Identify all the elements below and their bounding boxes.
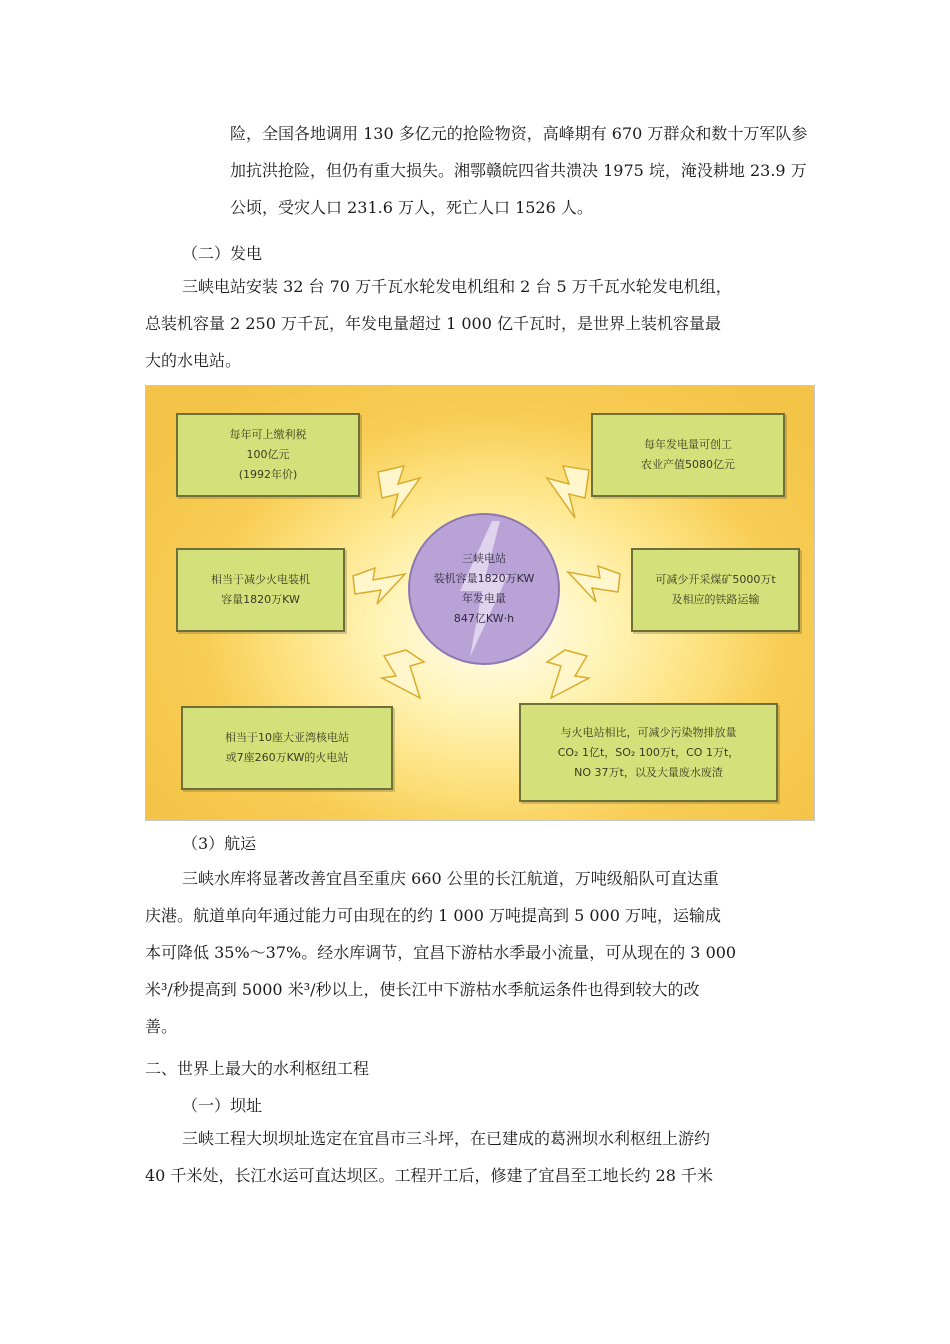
power-benefits-diagram bbox=[145, 385, 815, 821]
text-line: 本可降低 35%～37%。经水库调节，宜昌下游枯水季最小流量，可从现在的 3 000 bbox=[145, 943, 737, 962]
lightning-bolt-icon bbox=[541, 648, 595, 706]
box-emission-reduction: 与火电站相比，可减少污染物排放量 CO₂ 1亿t，SO₂ 100万t，CO 1万t， NO 37万t，以及大量废水废渣 bbox=[519, 703, 778, 802]
section-heading-power: （二）发电 bbox=[182, 244, 263, 263]
chapter-heading: 二、世界上最大的水利枢纽工程 bbox=[145, 1059, 370, 1078]
text-line: 三峡工程大坝坝址选定在宜昌市三斗坪，在已建成的葛洲坝水利枢纽上游约 bbox=[182, 1129, 711, 1148]
intro-paragraph bbox=[230, 115, 807, 226]
section-heading-shipping: （3）航运 bbox=[182, 834, 257, 853]
power-paragraph bbox=[145, 268, 815, 379]
text-line: 大的水电站。 bbox=[145, 351, 242, 370]
box-nuclear-equivalent: 相当于10座大亚湾核电站 或7座260万KW的火电站 bbox=[181, 706, 393, 790]
section-heading-site: （一）坝址 bbox=[182, 1096, 263, 1115]
lightning-bolt-icon bbox=[374, 464, 428, 520]
text-line: 善。 bbox=[145, 1017, 178, 1036]
box-output-value: 每年发电量可创工 农业产值5080亿元 bbox=[591, 413, 785, 497]
power-station-circle: 三峡电站 装机容量1820万KW 年发电量 847亿KW·h bbox=[408, 513, 560, 665]
text-line: 加抗洪抢险，但仍有重大损失。湘鄂赣皖四省共溃决 1975 垸，淹没耕地 23.9 万 bbox=[230, 161, 807, 180]
box-tax-revenue: 每年可上缴利税 100亿元 (1992年价) bbox=[176, 413, 360, 497]
box-coal-reduction: 可减少开采煤矿5000万t 及相应的铁路运输 bbox=[631, 548, 800, 632]
site-paragraph bbox=[145, 1120, 815, 1194]
box-thermal-capacity: 相当于减少火电装机 容量1820万KW bbox=[176, 548, 345, 632]
text-line: 米³/秒提高到 5000 米³/秒以上，使长江中下游枯水季航运条件也得到较大的改 bbox=[145, 980, 700, 999]
text-line: 40 千米处，长江水运可直达坝区。工程开工后，修建了宜昌至工地长约 28 千米 bbox=[145, 1166, 713, 1185]
text-line: 总装机容量 2 250 万千瓦，年发电量超过 1 000 亿千瓦时，是世界上装机容量最 bbox=[145, 314, 721, 333]
text-line: 三峡水库将显著改善宜昌至重庆 660 公里的长江航道，万吨级船队可直达重 bbox=[182, 869, 719, 888]
lightning-bolt-icon bbox=[566, 564, 622, 604]
text-line: 险，全国各地调用 130 多亿元的抢险物资，高峰期有 670 万群众和数十万军队参 bbox=[230, 124, 808, 143]
lightning-bolt-icon bbox=[541, 464, 595, 520]
lightning-bolt-icon bbox=[376, 648, 430, 706]
text-line: 三峡电站安装 32 台 70 万千瓦水轮发电机组和 2 台 5 万千瓦水轮发电机组， bbox=[182, 277, 732, 296]
text-line: 公顷，受灾人口 231.6 万人，死亡人口 1526 人。 bbox=[230, 198, 593, 217]
text-line: 庆港。航道单向年通过能力可由现在的约 1 000 万吨提高到 5 000 万吨，运输成 bbox=[145, 906, 721, 925]
lightning-bolt-icon bbox=[351, 566, 407, 606]
shipping-paragraph bbox=[145, 860, 815, 1045]
